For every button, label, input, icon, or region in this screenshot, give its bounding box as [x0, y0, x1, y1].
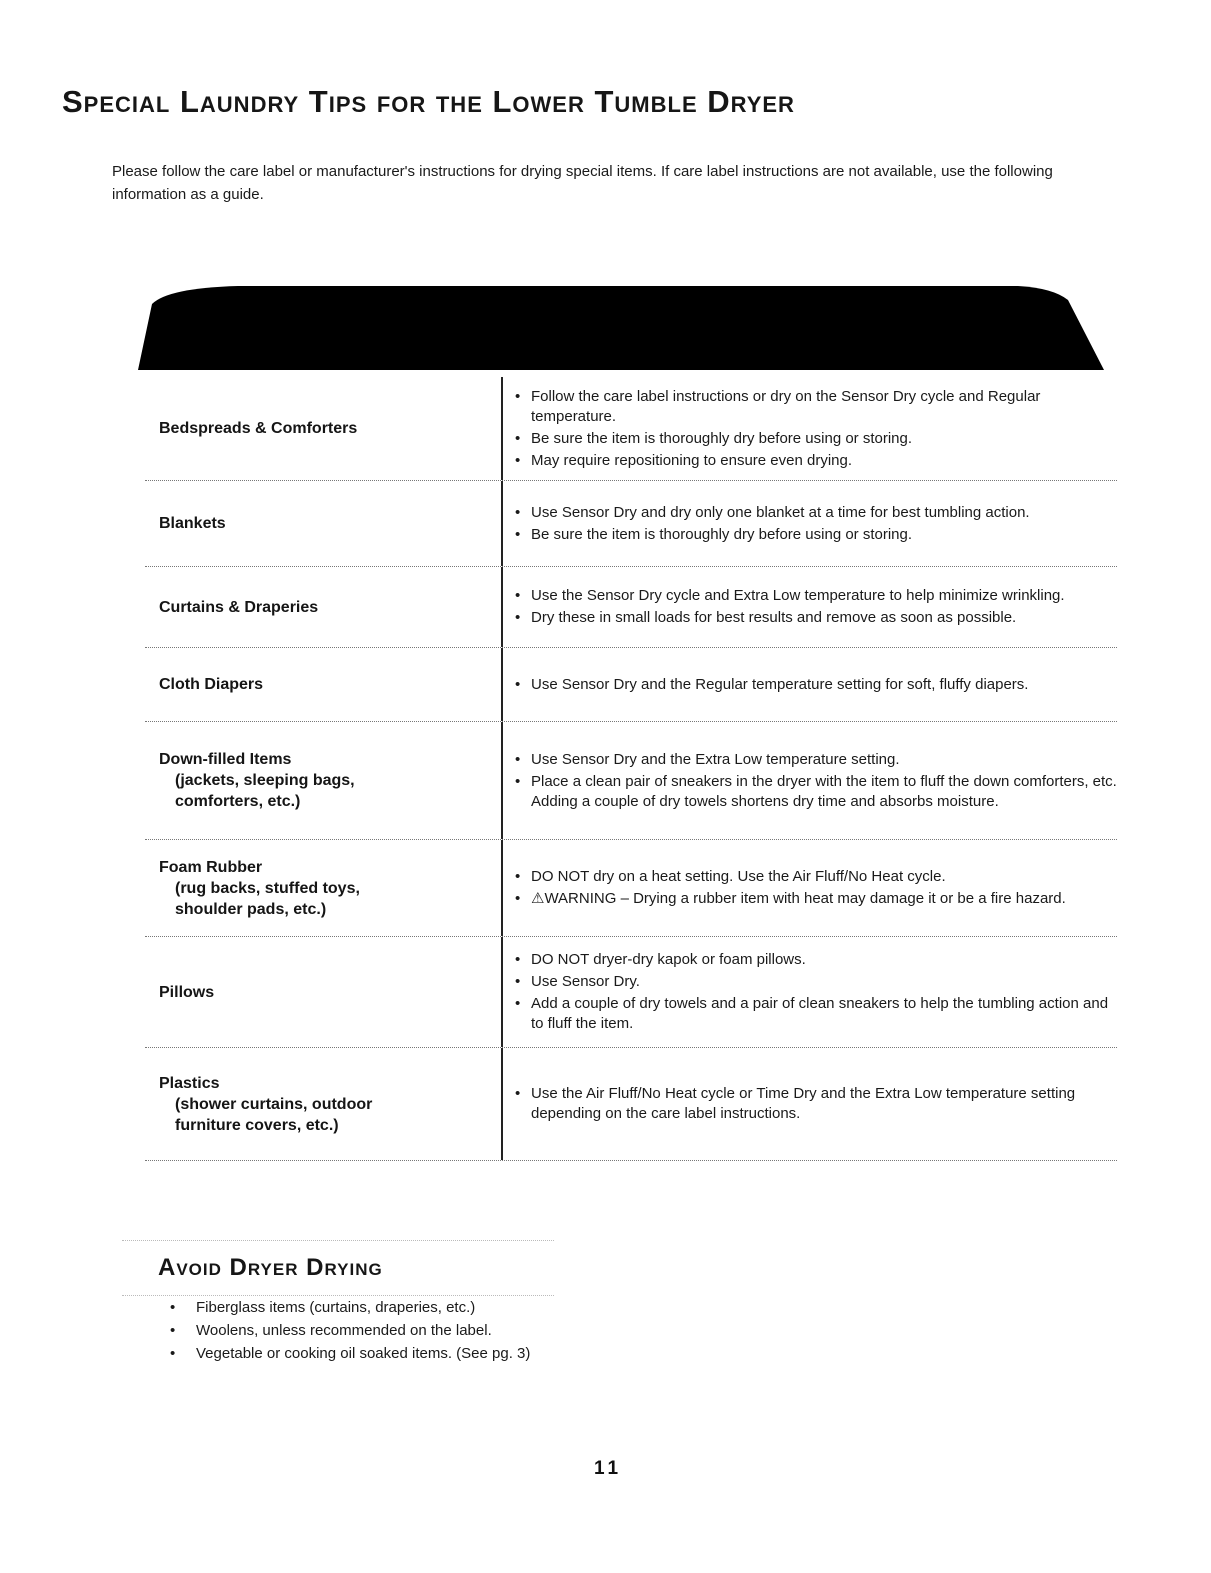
banner-shape: [138, 282, 1104, 370]
item-type-label: Blankets: [159, 515, 226, 532]
item-type-cell: [145, 937, 501, 1047]
item-type-label: Plastics: [159, 1074, 220, 1092]
item-type-label: Cloth Diapers: [159, 676, 264, 693]
avoid-title: Avoid Dryer Drying: [158, 1254, 383, 1281]
table-row: [145, 567, 1117, 648]
avoid-item: • Fiberglass items (curtains, draperies, etc.): [170, 1296, 530, 1319]
item-type-cell: [145, 648, 501, 721]
table-header-banner: [138, 282, 1104, 370]
instruction-item: • Follow the care label instructions or dry on the Sensor Dry cycle and Regular temperature.: [515, 387, 1117, 427]
instructions-cell: [501, 648, 1117, 721]
instruction-item: • Place a clean pair of sneakers in the dryer with the item to fluff the down comforters, etc. Adding a couple of dry towels shortens dry time and absorbs moisture.: [515, 772, 1117, 812]
item-type-examples: shoulder pads, etc.): [175, 900, 327, 918]
instructions-list: [515, 584, 1117, 630]
page-title: Special Laundry Tips for the Lower Tumble Dryer: [62, 84, 795, 119]
item-type-label: Bedspreads & Comforters: [159, 420, 358, 437]
instruction-item: • Use Sensor Dry and the Regular temperature setting for soft, fluffy diapers.: [515, 675, 1117, 695]
instruction-item: • Use the Sensor Dry cycle and Extra Low temperature to help minimize wrinkling.: [515, 586, 1117, 606]
instruction-item: • Use the Air Fluff/No Heat cycle or Time Dry and the Extra Low temperature setting depending on the care label instructions.: [515, 1084, 1117, 1124]
avoid-item: • Vegetable or cooking oil soaked items. (See pg. 3): [170, 1342, 530, 1365]
item-type-cell: [145, 722, 501, 839]
instruction-item: • Use Sensor Dry and the Extra Low temperature setting.: [515, 750, 1117, 770]
instruction-item: • Add a couple of dry towels and a pair of clean sneakers to help the tumbling action and to fluff the item.: [515, 994, 1117, 1034]
table-row: [145, 722, 1117, 840]
instruction-item: • May require repositioning to ensure even drying.: [515, 451, 1117, 471]
item-type-examples: comforters, etc.): [175, 793, 301, 810]
warning-item: [515, 889, 1117, 909]
warning-triangle-icon: ⚠: [531, 890, 545, 907]
page-number: 11: [594, 1458, 623, 1479]
table-row: [145, 840, 1117, 937]
intro-text: Please follow the care label or manufacturer's instructions for drying special items. If care label instructions are not available, use the following information as a guide.: [112, 163, 1053, 203]
table-row: [145, 1048, 1117, 1161]
instructions-list: [515, 865, 1117, 911]
instructions-cell: [501, 937, 1117, 1047]
warning-label: WARNING: [544, 890, 617, 907]
instruction-item: • DO NOT dry on a heat setting. Use the Air Fluff/No Heat cycle.: [515, 867, 1117, 887]
item-type-label: Down-filled Items: [159, 751, 292, 768]
item-type-label: Curtains & Draperies: [159, 598, 319, 616]
item-type-cell: [145, 1048, 501, 1160]
table-row: [145, 937, 1117, 1048]
table-row: [145, 648, 1117, 722]
instructions-list: [515, 1082, 1117, 1126]
table-row: [145, 377, 1117, 481]
instructions-cell: [501, 567, 1117, 647]
item-type-cell: [145, 481, 501, 566]
instructions-cell: [501, 1048, 1117, 1160]
instructions-list: [515, 748, 1117, 814]
avoid-item: • Woolens, unless recommended on the label.: [170, 1319, 530, 1342]
instruction-item: • Be sure the item is thoroughly dry before using or storing.: [515, 525, 1117, 545]
avoid-list: [170, 1296, 530, 1365]
item-type-examples: furniture covers, etc.): [175, 1116, 339, 1134]
item-type-cell: [145, 840, 501, 936]
item-type-cell: [145, 567, 501, 647]
instructions-list: [515, 385, 1117, 473]
item-type-cell: [145, 377, 501, 480]
item-type-label: Pillows: [159, 983, 215, 1001]
table-row: [145, 481, 1117, 567]
instruction-item: • DO NOT dryer-dry kapok or foam pillows.: [515, 950, 1117, 970]
item-type-label: Foam Rubber: [159, 858, 263, 876]
instruction-item: • Use Sensor Dry.: [515, 972, 1117, 992]
instruction-item: • Dry these in small loads for best results and remove as soon as possible.: [515, 608, 1117, 628]
instruction-item: • Be sure the item is thoroughly dry before using or storing.: [515, 429, 1117, 449]
instructions-list: [515, 673, 1117, 697]
instruction-item: • Use Sensor Dry and dry only one blanket at a time for best tumbling action.: [515, 503, 1117, 523]
instructions-list: [515, 948, 1117, 1036]
instructions-cell: [501, 840, 1117, 936]
instructions-cell: [501, 722, 1117, 839]
instructions-cell: [501, 377, 1117, 480]
instructions-cell: [501, 481, 1117, 566]
warning-text: – Drying a rubber item with heat may damage it or be a fire hazard.: [620, 890, 1066, 907]
instructions-list: [515, 501, 1117, 547]
item-type-examples: (shower curtains, outdoor: [175, 1095, 373, 1113]
item-type-examples: (jackets, sleeping bags,: [175, 772, 355, 789]
special-items-table: [145, 377, 1117, 1161]
item-type-examples: (rug backs, stuffed toys,: [175, 879, 360, 897]
